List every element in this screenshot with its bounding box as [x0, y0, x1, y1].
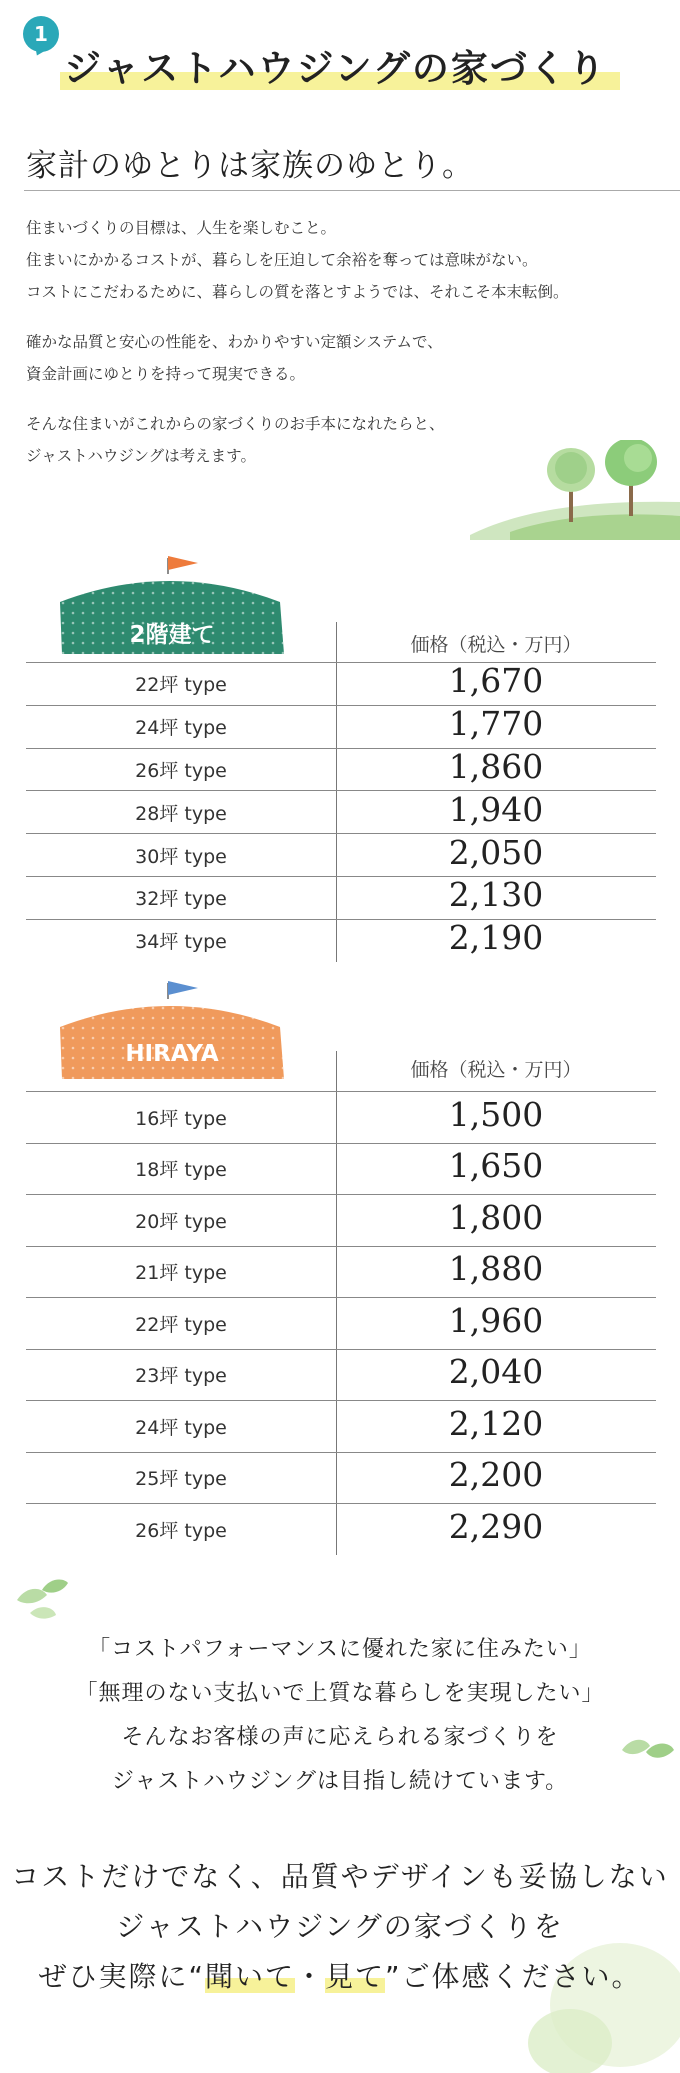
- closing-text: ぜひ実際に“: [38, 1960, 205, 1993]
- quote-line: ジャストハウジングは目指し続けています。: [111, 1769, 569, 1794]
- tag-label: HIRAYA: [125, 1041, 219, 1067]
- quote-line: 「無理のない支払いで上質な暮らしを実現したい」: [75, 1681, 605, 1706]
- row-price-value: 2,290: [448, 1506, 544, 1546]
- intro-subheading: 家計のゆとりは家族のゆとり。: [26, 148, 474, 184]
- row-type-label: 22坪 type: [135, 674, 227, 697]
- row-type-label: 21坪 type: [135, 1262, 227, 1285]
- table-row-divider: [26, 1297, 656, 1298]
- price-table-2story: [0, 550, 680, 970]
- row-price-value: 2,050: [448, 832, 544, 872]
- leaves-icon: [12, 1575, 72, 1625]
- paragraph-line: ジャストハウジングは考えます。: [26, 447, 256, 465]
- row-price-value: 1,880: [448, 1249, 544, 1289]
- quote-line: そんなお客様の声に応えられる家づくりを: [121, 1725, 559, 1750]
- row-price-value: 2,120: [448, 1403, 544, 1443]
- row-type-label: 26坪 type: [135, 1519, 227, 1542]
- row-price-value: 2,200: [448, 1455, 544, 1495]
- row-price-value: 1,860: [448, 747, 544, 786]
- row-price-value: 2,040: [448, 1352, 544, 1392]
- row-type-label: 34坪 type: [135, 931, 227, 954]
- closing-text: ”ご体感ください。: [385, 1960, 642, 1993]
- table-row-divider: [26, 1091, 656, 1092]
- row-price-value: 1,650: [448, 1146, 544, 1186]
- intro-paragraph-3: [26, 408, 445, 472]
- row-type-label: 18坪 type: [135, 1159, 227, 1182]
- highlight-see: 見て: [325, 1960, 386, 1993]
- row-type-label: 32坪 type: [135, 888, 227, 911]
- row-price-value: 2,130: [448, 875, 544, 915]
- price-column-header: 価格（税込・万円）: [410, 1059, 582, 1081]
- row-price-value: 1,770: [448, 704, 544, 744]
- row-type-label: 28坪 type: [135, 802, 227, 825]
- intro-paragraph-2: [26, 326, 443, 390]
- tree-illustration-icon: [470, 440, 680, 540]
- flag-shape: [168, 556, 198, 570]
- table-row-divider: [26, 1194, 656, 1195]
- row-type-label: 25坪 type: [135, 1468, 227, 1491]
- table-row-divider: [26, 1143, 656, 1144]
- paragraph-line: そんな住まいがこれからの家づくりのお手本になれたらと、: [26, 415, 445, 433]
- section-number-badge: 1: [23, 16, 59, 52]
- row-price-value: 1,960: [448, 1300, 544, 1340]
- row-type-label: 24坪 type: [135, 717, 227, 740]
- tag-label: 2階建て: [129, 622, 215, 648]
- intro-paragraph-1: [26, 212, 569, 308]
- row-price-value: 1,800: [448, 1197, 544, 1237]
- closing-separator: ・: [294, 1960, 325, 1993]
- row-type-label: 16坪 type: [135, 1107, 227, 1130]
- row-type-label: 23坪 type: [135, 1365, 227, 1388]
- price-column-header: 価格（税込・万円）: [410, 634, 582, 656]
- paragraph-line: 確かな品質と安心の性能を、わかりやすい定額システムで、: [26, 333, 443, 351]
- subheading-divider: [24, 190, 680, 191]
- row-type-label: 30坪 type: [135, 845, 227, 868]
- table-row-divider: [26, 1246, 656, 1247]
- price-table-hiraya: [0, 975, 680, 1565]
- closing-line-1: コストだけでなく、品質やデザインも妥協しない: [11, 1860, 669, 1893]
- closing-line-3: [0, 1955, 680, 1995]
- paragraph-line: 資金計画にゆとりを持って現実できる。: [26, 365, 306, 383]
- table-row-divider: [26, 1452, 656, 1453]
- table-row-divider: [26, 1349, 656, 1350]
- table-row-divider: [26, 1503, 656, 1504]
- closing-line-2: ジャストハウジングの家づくりを: [116, 1910, 564, 1943]
- row-price-value: 1,940: [448, 789, 544, 829]
- table-row-divider: [26, 1400, 656, 1401]
- row-price-value: 1,670: [448, 661, 544, 701]
- row-price-value: 2,190: [448, 918, 544, 958]
- row-type-label: 26坪 type: [135, 760, 227, 782]
- paragraph-line: 住まいづくりの目標は、人生を楽しむこと。: [26, 219, 337, 237]
- row-type-label: 22坪 type: [135, 1313, 227, 1336]
- paragraph-line: コストにこだわるために、暮らしの質を落とすようでは、それこそ本末転倒。: [26, 283, 569, 301]
- quote-line: 「コストパフォーマンスに優れた家に住みたい」: [88, 1637, 592, 1662]
- highlight-listen: 聞いて: [204, 1960, 295, 1993]
- row-type-label: 20坪 type: [135, 1210, 227, 1233]
- row-price-value: 1,500: [448, 1094, 544, 1134]
- page-title: ジャストハウジングの家づくり: [64, 47, 607, 90]
- tent-tag-icon: [60, 975, 290, 1085]
- row-type-label: 24坪 type: [135, 1416, 227, 1439]
- paragraph-line: 住まいにかかるコストが、暮らしを圧迫して余裕を奪っては意味がない。: [26, 251, 538, 269]
